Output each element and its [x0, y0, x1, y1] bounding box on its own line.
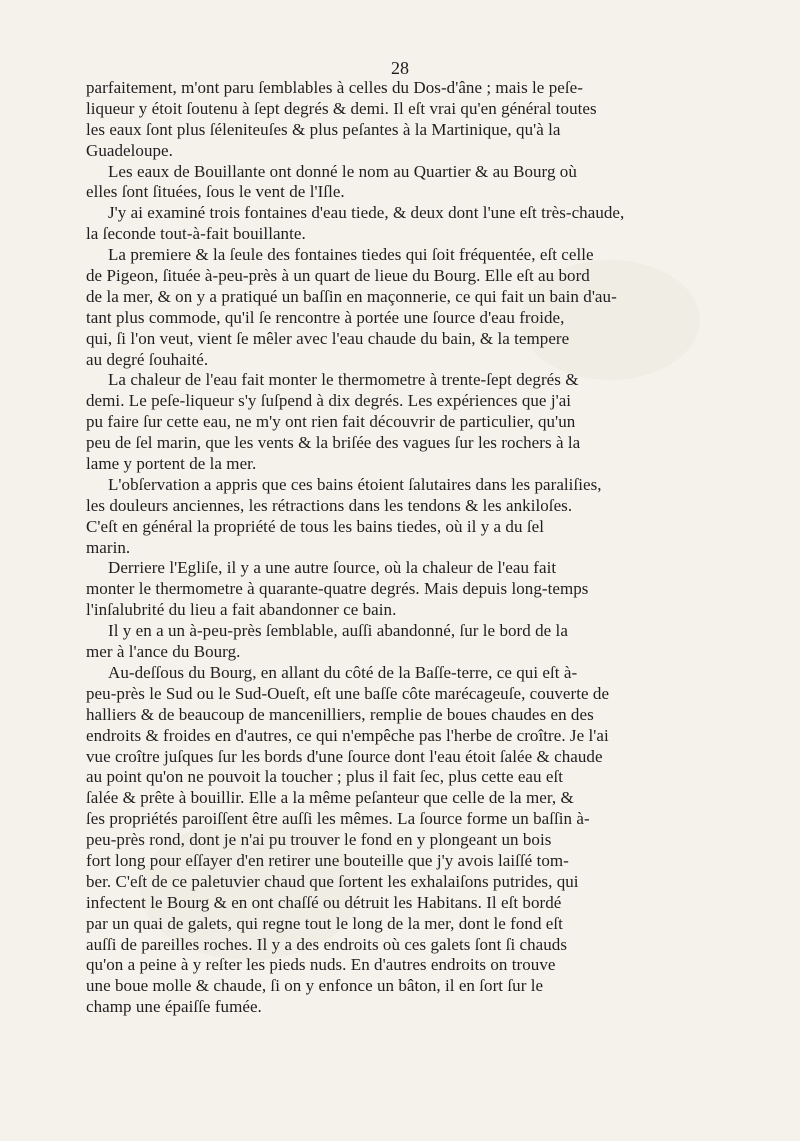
- text-line: C'eſt en général la propriété de tous les bains tiedes, où il y a du ſel: [86, 516, 544, 536]
- page-number: 28: [391, 58, 409, 78]
- text-line: vue croître juſques ſur les bords d'une ſource dont l'eau étoit ſalée & chaude: [86, 746, 603, 766]
- text-line: La chaleur de l'eau fait monter le thermometre à trente-ſept degrés &: [108, 370, 579, 390]
- text-line: auſſi de pareilles roches. Il y a des endroits où ces galets ſont ſi chauds: [86, 934, 568, 954]
- text-line: liqueur y étoit ſoutenu à ſept degrés & demi. Il eſt vrai qu'en général toutes: [86, 98, 597, 118]
- text-line: elles ſont ſituées, ſous le vent de l'Iſle.: [86, 182, 345, 202]
- text-line: endroits & froides en d'autres, ce qui n'empêche pas l'herbe de croître. Je l'ai: [86, 725, 609, 745]
- text-line: peu de ſel marin, que les vents & la briſée des vagues ſur les rochers à la: [86, 433, 581, 453]
- text-line: L'obſervation a appris que ces bains étoient ſalutaires dans les paraliſies,: [108, 474, 602, 494]
- text-line: l'inſalubrité du lieu a fait abandonner ce bain.: [86, 600, 397, 620]
- text-line: de la mer, & on y a pratiqué un baſſin en maçonnerie, ce qui fait un bain d'au-: [86, 286, 617, 306]
- text-line: monter le thermometre à quarante-quatre degrés. Mais depuis long-temps: [86, 579, 589, 599]
- text-line: halliers & de beaucoup de mancenilliers, remplie de boues chaudes en des: [86, 704, 594, 724]
- text-line: qu'on a peine à y reſter les pieds nuds. En d'autres endroits on trouve: [86, 955, 556, 975]
- text-line: La premiere & la ſeule des fontaines tiedes qui ſoit fréquentée, eſt celle: [108, 245, 594, 265]
- text-line: Guadeloupe.: [86, 140, 173, 160]
- text-line: pu faire ſur cette eau, ne m'y ont rien fait découvrir de particulier, qu'un: [86, 412, 576, 432]
- text-line: tant plus commode, qu'il ſe rencontre à portée une ſource d'eau froide,: [86, 307, 565, 327]
- text-line: J'y ai examiné trois fontaines d'eau tiede, & deux dont l'une eſt très-chaude,: [108, 203, 625, 223]
- text-line: au degré ſouhaité.: [86, 349, 209, 369]
- text-line: qui, ſi l'on veut, vient ſe mêler avec l'eau chaude du bain, & la tempere: [86, 328, 570, 348]
- text-line: la ſeconde tout-à-fait bouillante.: [86, 224, 306, 244]
- text-line: les douleurs anciennes, les rétractions dans les tendons & les ankiloſes.: [86, 495, 573, 515]
- text-line: champ une épaiſſe fumée.: [86, 997, 262, 1017]
- text-line: peu-près le Sud ou le Sud-Oueſt, eſt une baſſe côte marécageuſe, couverte de: [86, 683, 610, 703]
- text-line: ber. C'eſt de ce paletuvier chaud que ſortent les exhalaiſons putrides, qui: [86, 871, 579, 891]
- text-line: de Pigeon, ſituée à-peu-près à un quart de lieue du Bourg. Elle eſt au bord: [86, 266, 590, 286]
- body-text: [86, 78, 738, 1018]
- text-line: ſes propriétés paroiſſent être auſſi les mêmes. La ſource forme un baſſin à-: [86, 809, 590, 829]
- text-line: Derriere l'Egliſe, il y a une autre ſource, où la chaleur de l'eau fait: [108, 558, 557, 578]
- text-line: demi. Le peſe-liqueur s'y ſuſpend à dix degrés. Les expériences que j'ai: [86, 391, 572, 411]
- text-line: au point qu'on ne pouvoit la toucher ; plus il fait ſec, plus cette eau eſt: [86, 767, 564, 787]
- text-line: mer à l'ance du Bourg.: [86, 642, 241, 662]
- text-line: lame y portent de la mer.: [86, 454, 257, 474]
- text-line: par un quai de galets, qui regne tout le long de la mer, dont le fond eſt: [86, 913, 563, 933]
- text-line: peu-près rond, dont je n'ai pu trouver le fond en y plongeant un bois: [86, 830, 552, 850]
- text-line: parfaitement, m'ont paru ſemblables à celles du Dos-d'âne ; mais le peſe-: [86, 78, 583, 97]
- text-line: Au-deſſous du Bourg, en allant du côté de la Baſſe-terre, ce qui eſt à-: [108, 662, 578, 682]
- text-line: Il y en a un à-peu-près ſemblable, auſſi abandonné, ſur le bord de la: [108, 621, 568, 641]
- text-line: Les eaux de Bouillante ont donné le nom au Quartier & au Bourg où: [108, 161, 577, 181]
- text-line: ſalée & prête à bouillir. Elle a la même peſanteur que celle de la mer, &: [86, 788, 574, 808]
- text-line: marin.: [86, 537, 131, 557]
- text-line: fort long pour eſſayer d'en retirer une bouteille que j'y avois laiſſé tom-: [86, 850, 569, 870]
- text-line: les eaux ſont plus ſéleniteuſes & plus peſantes à la Martinique, qu'à la: [86, 119, 561, 139]
- text-line: infectent le Bourg & en ont chaſſé ou détruit les Habitans. Il eſt bordé: [86, 892, 562, 912]
- text-line: une boue molle & chaude, ſi on y enfonce un bâton, il en ſort ſur le: [86, 976, 544, 996]
